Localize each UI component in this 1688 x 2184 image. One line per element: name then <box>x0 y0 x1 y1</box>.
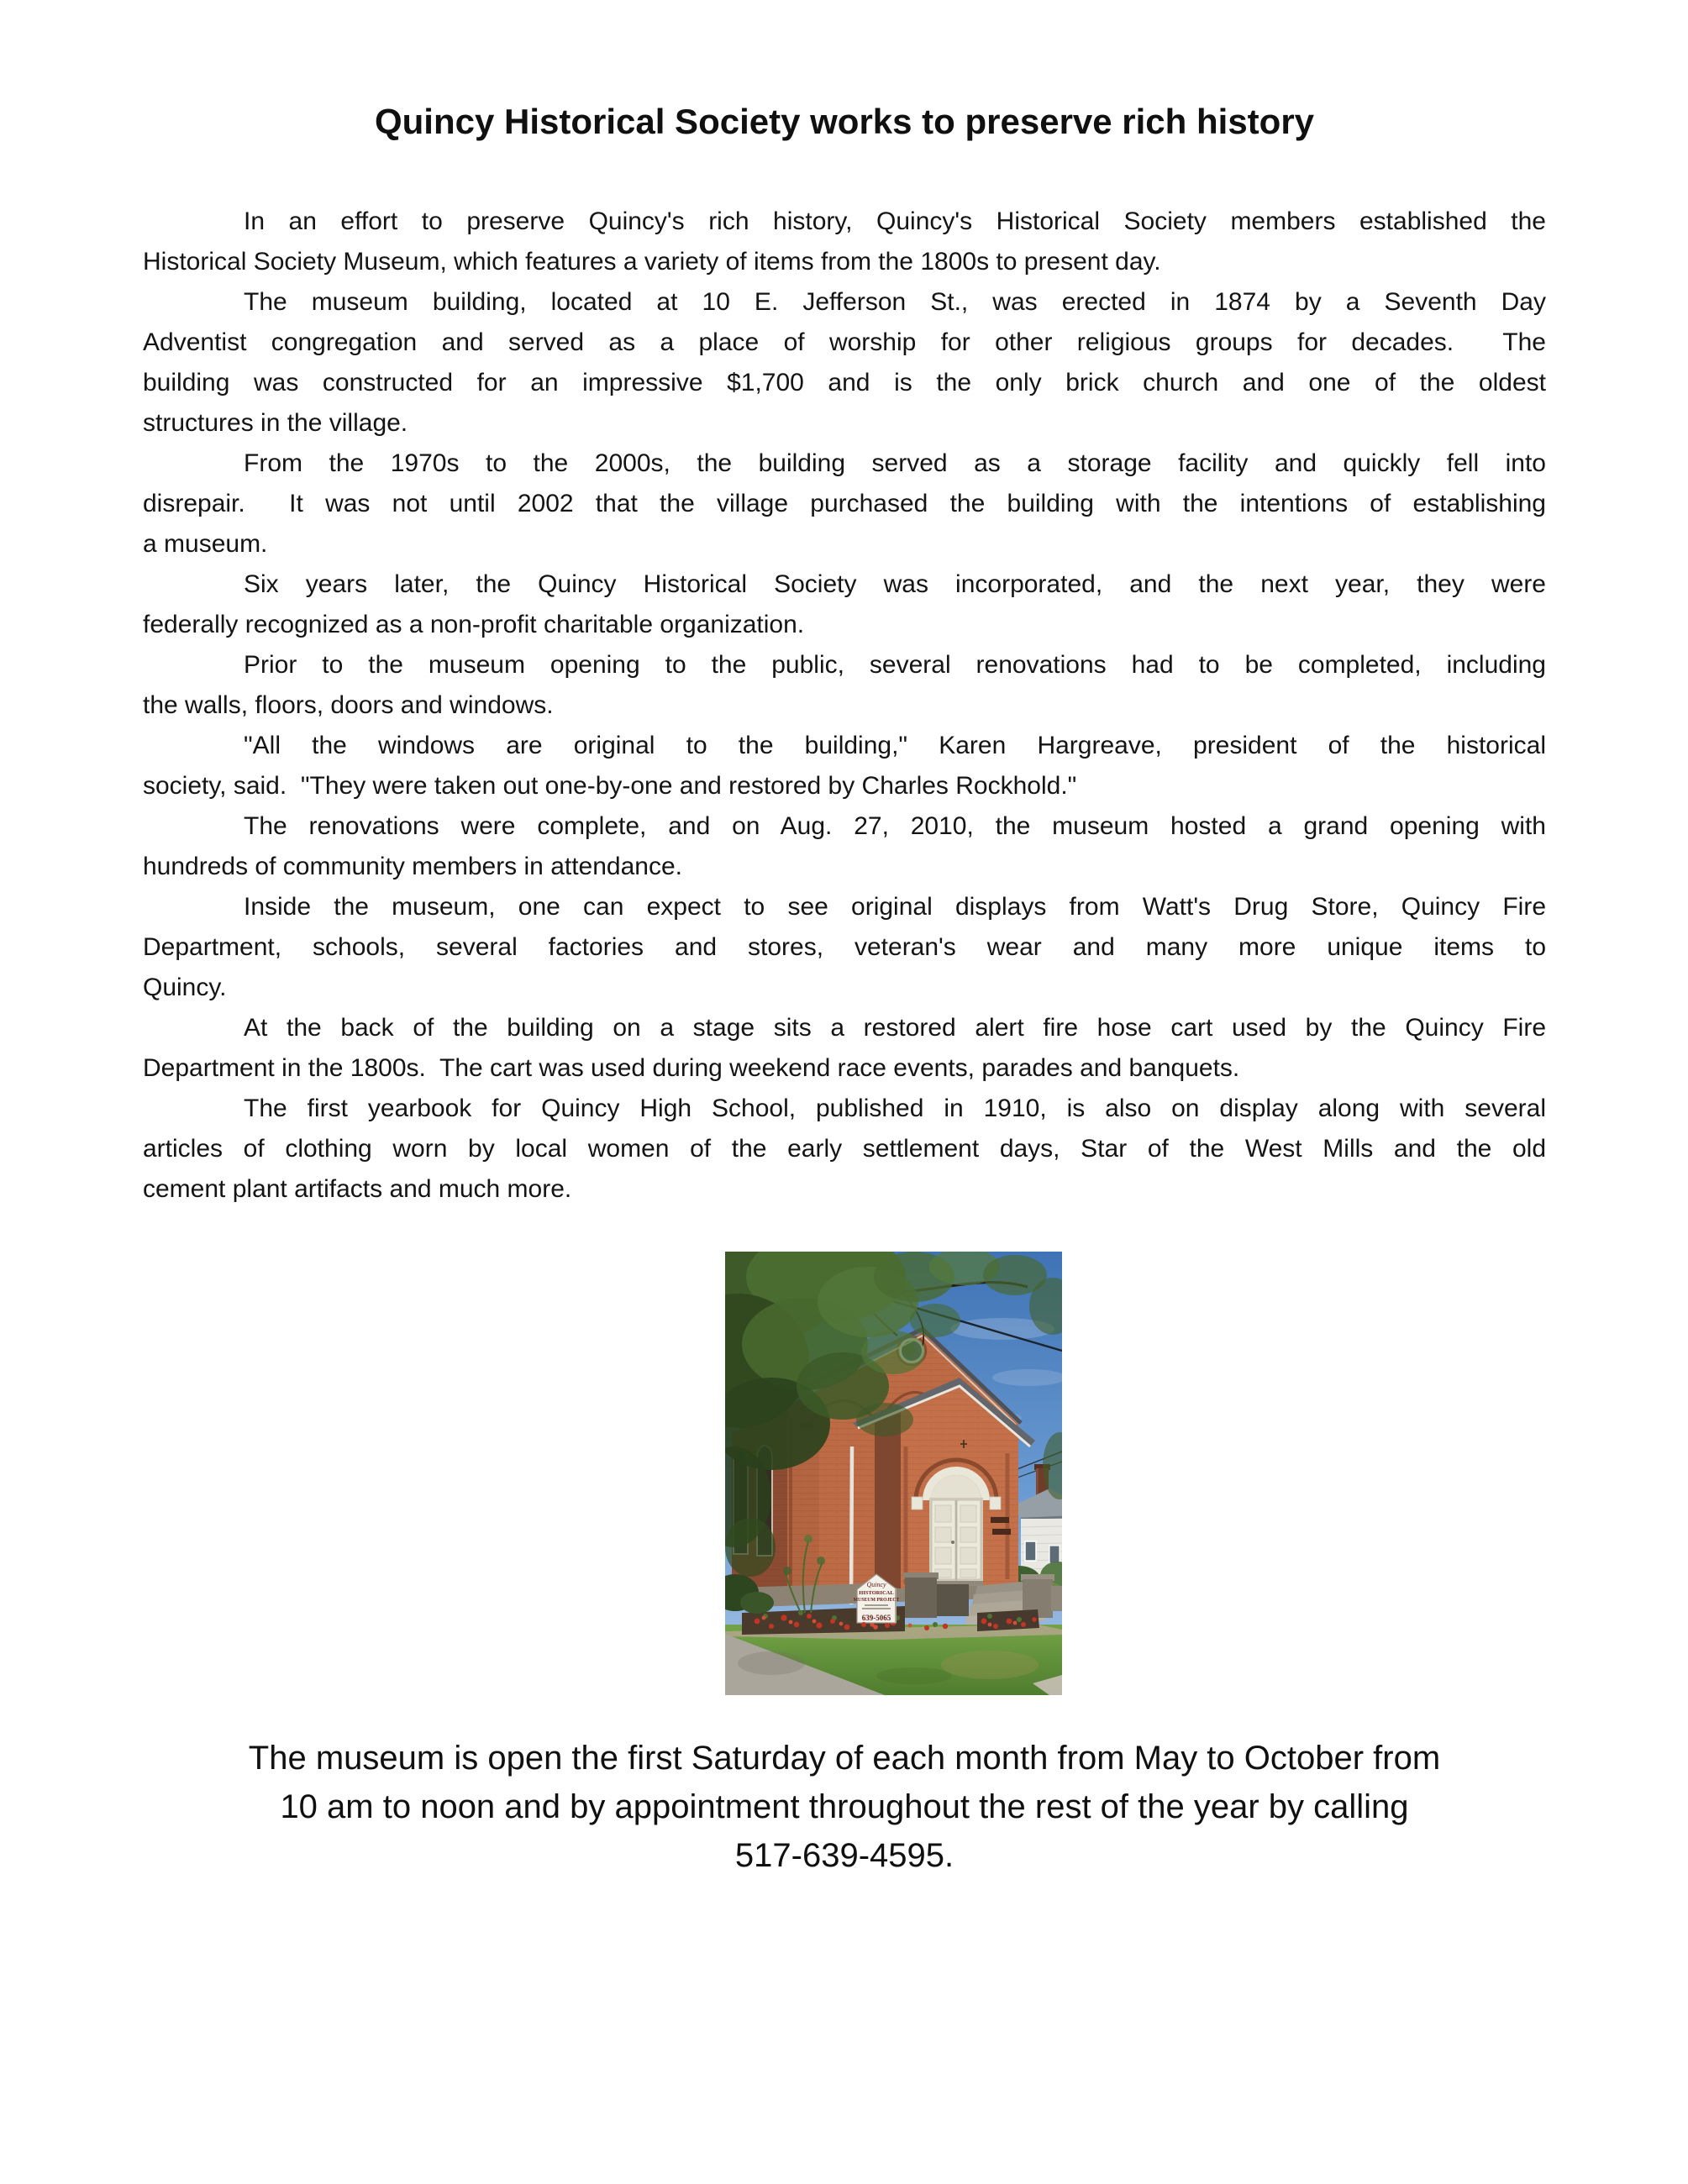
footer-line: 10 am to noon and by appointment throughout the rest of the year by calling <box>280 1788 1409 1825</box>
sign-name: Quincy <box>866 1581 886 1588</box>
text-line: Historical Society Museum, which features a variety of items from the 1800s to present day. <box>143 248 1161 276</box>
text-line: Adventist congregation and served as a place of worship for other religious groups for decades. The <box>143 328 1546 356</box>
text-line: Inside the museum, one can expect to see original displays from Watt's Drug Store, Quincy Fire <box>244 893 1546 921</box>
text-line: a museum. <box>143 530 268 558</box>
text-line: At the back of the building on a stage sits a restored alert fire hose cart used by the Quincy Fire <box>244 1014 1546 1042</box>
text-line: From the 1970s to the 2000s, the building served as a storage facility and quickly fell into <box>244 449 1546 477</box>
text-line: structures in the village. <box>143 409 408 437</box>
article-body <box>143 202 1546 1210</box>
sign-phone: 639-5065 <box>861 1614 891 1622</box>
text-line: federally recognized as a non-profit charitable organization. <box>143 611 805 638</box>
text-line: the walls, floors, doors and windows. <box>143 691 554 719</box>
footer-note <box>143 1734 1546 1880</box>
text-line: Prior to the museum opening to the public, several renovations had to be completed, including <box>244 651 1546 679</box>
sign-line: HISTORICAL <box>859 1590 894 1596</box>
text-line: hundreds of community members in attendance. <box>143 853 682 880</box>
text-line: The museum building, located at 10 E. Jefferson St., was erected in 1874 by a Seventh Day <box>244 288 1546 316</box>
text-line: "All the windows are original to the building," Karen Hargreave, president of the historical <box>244 732 1546 759</box>
footer-line: The museum is open the first Saturday of each month from May to October from <box>248 1740 1441 1777</box>
sign-line: MUSEUM PROJECT <box>853 1598 900 1603</box>
article-title: Quincy Historical Society works to preserve rich history <box>374 102 1315 141</box>
footer-line: 517-639-4595. <box>734 1837 954 1874</box>
text-line: In an effort to preserve Quincy's rich history, Quincy's Historical Society members established the <box>244 207 1546 235</box>
museum-photo <box>725 1252 1062 1695</box>
text-line: The renovations were complete, and on Aug. 27, 2010, the museum hosted a grand opening with <box>244 812 1546 840</box>
text-line: Six years later, the Quincy Historical Society was incorporated, and the next year, they were <box>244 570 1546 598</box>
text-line: Department in the 1800s. The cart was used during weekend race events, parades and banquets. <box>143 1054 1240 1082</box>
text-line: disrepair. It was not until 2002 that the village purchased the building with the intentions of establishing <box>143 490 1546 517</box>
text-line: The first yearbook for Quincy High School, published in 1910, is also on display along with several <box>244 1095 1546 1122</box>
text-line: Quincy. <box>143 974 227 1001</box>
text-line: building was constructed for an impressive $1,700 and is the only brick church and one of the oldest <box>143 369 1546 396</box>
text-line: Department, schools, several factories and stores, veteran's wear and many more unique items to <box>143 933 1546 961</box>
text-line: cement plant artifacts and much more. <box>143 1175 572 1203</box>
ground <box>725 1625 1062 1695</box>
text-line: articles of clothing worn by local women of the early settlement days, Star of the West Mills and the old <box>143 1135 1546 1163</box>
text-line: society, said. "They were taken out one-by-one and restored by Charles Rockhold." <box>143 772 1077 800</box>
